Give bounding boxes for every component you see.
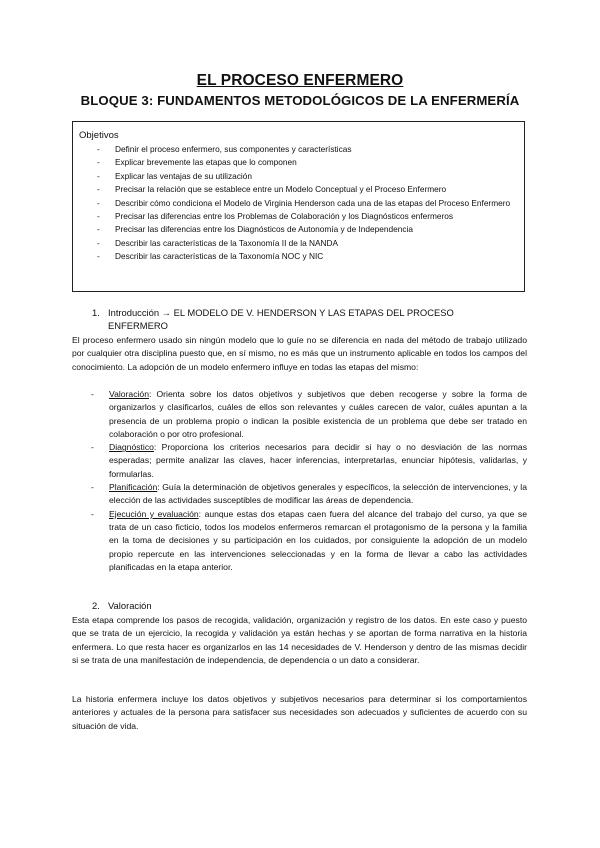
objective-item: - Precisar las diferencias entre los Diagnósticos de Autonomía y de Independencia — [97, 224, 413, 235]
stage-term: Ejecución y evaluación — [109, 508, 199, 519]
section-2-title: Valoración — [108, 600, 152, 611]
section-1-paragraph: El proceso enfermero usado sin ningún modelo que lo guíe no se diferencia en nada del método de trabajo utilizado por cualquier otra disciplina puesto que, en sí mismo, no es más que un instrumento aplicable en todos los campos del conocimiento. La adopción de un modelo enfermero influye en todas las etapas del mismo: — [72, 335, 527, 372]
objective-item: - Describir cómo condiciona el Modelo de Virginia Henderson cada una de las etapas del Proceso Enfermero — [97, 197, 511, 208]
stage-item-ejecucion: - Ejecución y evaluación: aunque estas dos etapas caen fuera del alcance del trabajo del curso, ya que se trata de un caso ficticio, todos los modelos enfermeros remarcan el protagonismo de la persona y la familia en la toma de decisiones y su participación en los cuidados, por consiguiente la adopción de un modelo propio repercute en las intervenciones seleccionadas y en la forma de llevar a cabo las actividades planificadas en la etapa anterior. — [91, 508, 527, 572]
section-1-title: Introducción → EL MODELO DE V. HENDERSON Y LAS ETAPAS DEL PROCESO ENFERMERO — [108, 307, 454, 331]
objective-item: - Precisar las diferencias entre los Problemas de Colaboración y los Diagnósticos enfermeros — [97, 211, 454, 222]
section-1-heading — [92, 307, 468, 332]
stage-term: Diagnóstico — [109, 442, 154, 453]
document-title: EL PROCESO ENFERMERO — [196, 72, 404, 89]
objectives-list — [73, 143, 524, 264]
objective-item: - Describir las características de la Taxonomía II de la NANDA — [97, 237, 339, 248]
section-2-heading — [92, 600, 468, 613]
objective-item: - Explicar brevemente las etapas que lo componen — [97, 157, 297, 168]
stage-term: Planificación — [109, 482, 158, 493]
document-subtitle: BLOQUE 3: FUNDAMENTOS METODOLÓGICOS DE LA ENFERMERÍA — [80, 93, 520, 108]
objective-item: - Precisar la relación que se establece entre un Modelo Conceptual y el Proceso Enfermero — [97, 184, 447, 195]
stage-term: Valoración — [109, 389, 149, 399]
objective-item: - Describir las características de la Taxonomía NOC y NIC — [97, 251, 324, 262]
stage-item-diagnostico: - Diagnóstico: Proporciona los criterios necesarios para decidir si hay o no desviación de las normas esperadas; permite analizar las claves, hacer inferencias, interpretarlas, enunciar hipótesis, validarlas, y formularlas. — [91, 442, 527, 479]
objective-item: - Explicar las ventajas de su utilización — [97, 170, 252, 181]
section-2-paragraph-2: La historia enfermera incluye los datos objetivos y subjetivos necesarios para determinar si los comportamientos anteriores y actuales de la persona para satisfacer sus necesidades son adecuados y suficientes de acuerdo con su situación de vida. — [72, 694, 527, 731]
objectives-box — [72, 121, 525, 292]
stage-item-valoracion: - Valoración: Orienta sobre los datos objetivos y subjetivos que deben recogerse y sobre la forma de organizarlos y clasificarlos, cuáles de ellos son relevantes y cuáles carecen de valor, cuáles apuntan a la presencia de un problema propio o indican la posible existencia de un problema que debe ser tratado en colaboración o por otro profesional. — [91, 389, 527, 439]
section-2-number: 2. — [92, 600, 100, 611]
stage-item-planificacion: - Planificación: Guía la determinación de objetivos generales y específicos, la selección de intervenciones, y la elección de las actividades susceptibles de modificar las áreas de dependencia. — [91, 482, 527, 506]
section-2-paragraph-1: Esta etapa comprende los pasos de recogida, validación, organización y registro de los datos. En este caso y puesto que se trata de un ejercicio, la recogida y validación ya están hechas y se aportan de forma narrativa en la historia enfermera. Lo que resta hacer es organizarlos en las 14 necesidades de V. Henderson y dentro de las mismas decidir si se trata de una manifestación de independencia, de dependencia o un dato a considerar. — [72, 615, 527, 665]
process-stages-list — [72, 388, 527, 574]
objective-item: - Definir el proceso enfermero, sus componentes y características — [97, 144, 352, 154]
section-1-number: 1. — [92, 307, 100, 318]
objectives-heading: Objetivos — [79, 130, 119, 141]
